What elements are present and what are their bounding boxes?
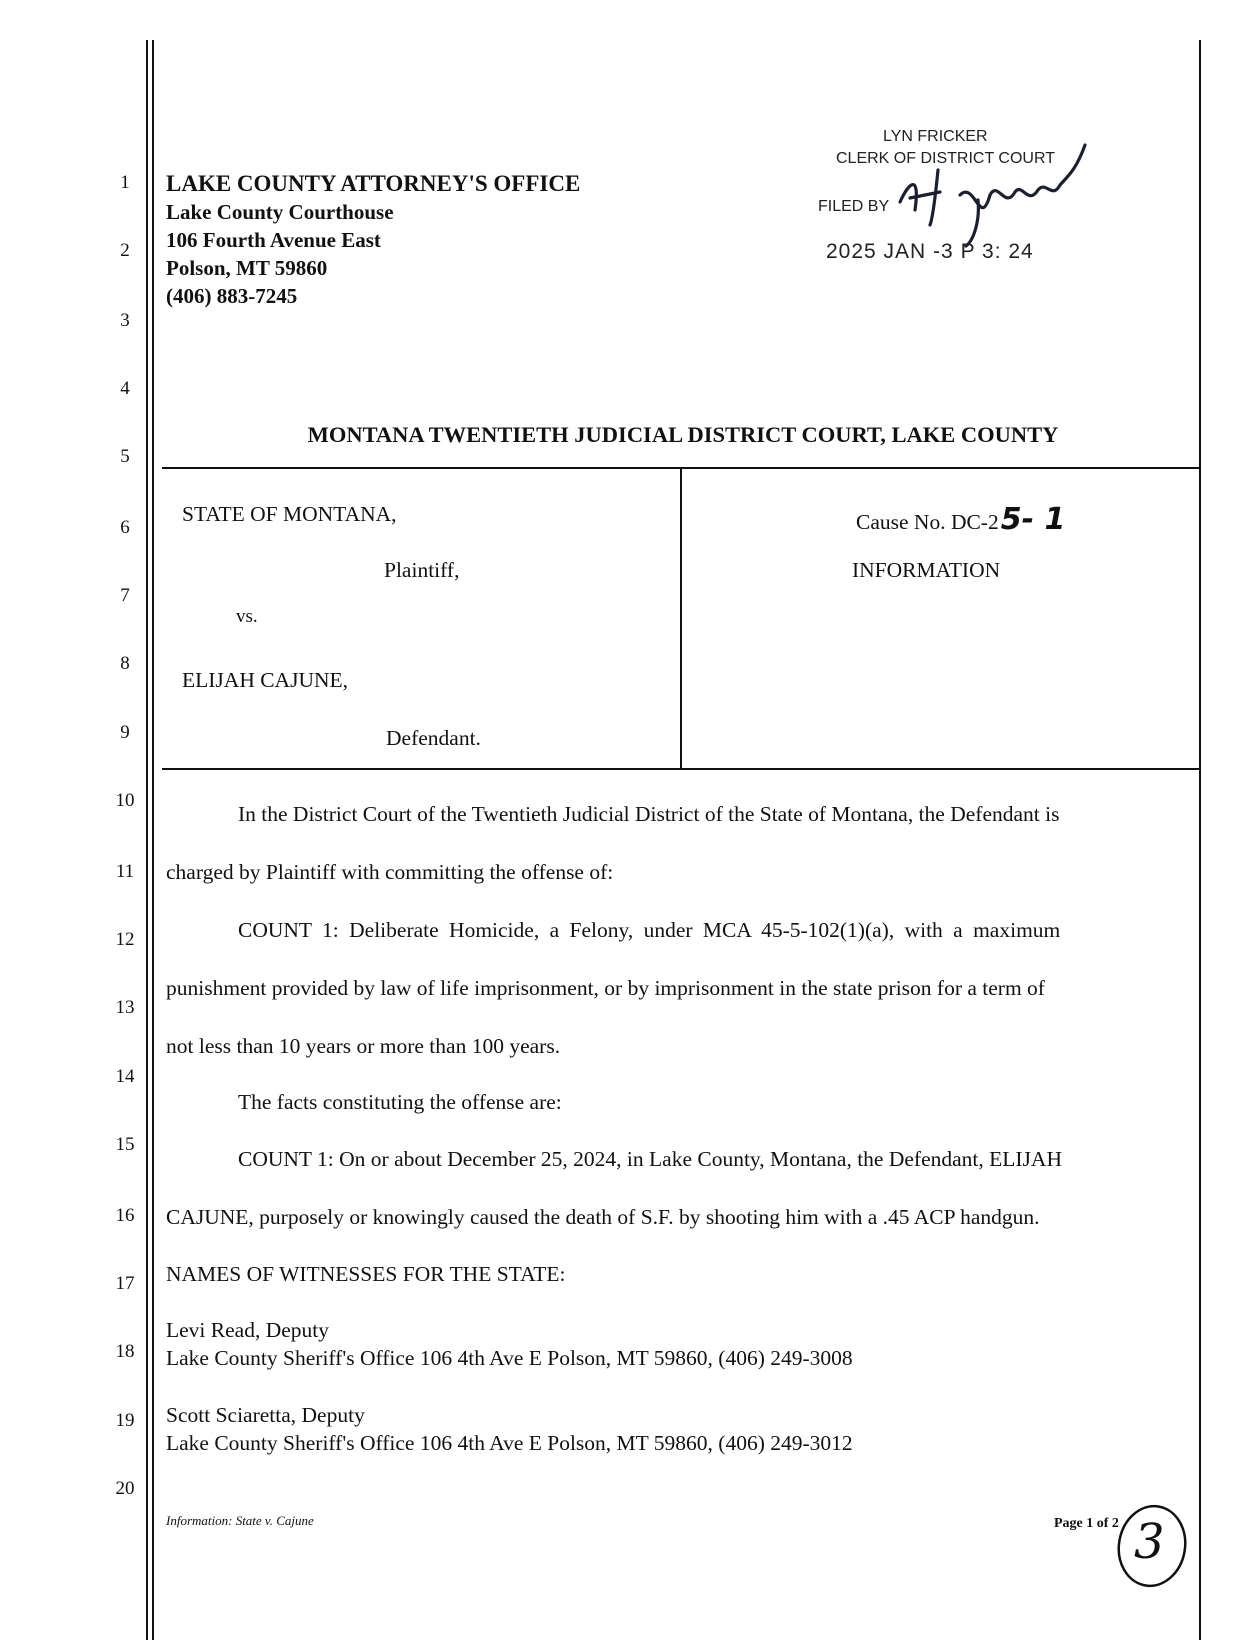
- stamp-clerk-name: LYN FRICKER: [883, 128, 988, 145]
- line-number: 13: [115, 997, 135, 1018]
- count1-line2: punishment provided by law of life imprisonment, or by imprisonment in the state prison for a term of: [166, 976, 1045, 1000]
- office-street: 106 Fourth Avenue East: [166, 228, 381, 252]
- line-number: 14: [115, 1066, 135, 1087]
- line-number: 9: [120, 722, 130, 743]
- document-type: INFORMATION: [852, 558, 1001, 582]
- line-number: 18: [115, 1341, 135, 1362]
- line-number: 5: [120, 446, 130, 467]
- witness-1-name: Levi Read, Deputy: [166, 1318, 329, 1342]
- caption-divider: [680, 467, 682, 769]
- para1-line1: In the District Court of the Twentieth Judicial District of the State of Montana, the Defendant is: [238, 802, 1060, 826]
- witness-2-address: Lake County Sheriff's Office 106 4th Ave E Polson, MT 59860, (406) 249-3012: [166, 1431, 853, 1455]
- count1-line1: COUNT 1: Deliberate Homicide, a Felony, under MCA 45-5-102(1)(a), with a maximum: [238, 918, 1061, 942]
- line-number: 16: [115, 1205, 135, 1226]
- office-city: Polson, MT 59860: [166, 256, 328, 280]
- cause-number-printed: Cause No. DC-2: [856, 510, 999, 534]
- circled-number: 3: [1134, 1514, 1165, 1570]
- line-number: 7: [120, 585, 130, 606]
- line-number: 10: [115, 790, 135, 811]
- stamp-date-time: 2025 JAN -3 P 3: 24: [826, 240, 1034, 263]
- versus-label: vs.: [236, 606, 258, 627]
- witness-2-name: Scott Sciaretta, Deputy: [166, 1403, 365, 1427]
- line-number: 3: [120, 310, 130, 331]
- right-margin-rule: [1199, 40, 1201, 1640]
- footer-page-number: Page 1 of 2: [1054, 1516, 1119, 1531]
- facts-intro: The facts constituting the offense are:: [238, 1090, 562, 1114]
- office-building: Lake County Courthouse: [166, 200, 394, 224]
- line-number: 8: [120, 653, 130, 674]
- left-margin-rule-inner: [152, 40, 154, 1640]
- office-header: [166, 170, 580, 310]
- stamp-filed-by: FILED BY: [818, 198, 890, 215]
- footer-doc-title: Information: State v. Cajune: [166, 1513, 314, 1528]
- line-number: 11: [115, 861, 135, 882]
- cause-number: [856, 502, 1065, 537]
- facts-line1: COUNT 1: On or about December 25, 2024, in Lake County, Montana, the Defendant, ELIJAH: [238, 1147, 1062, 1171]
- line-number: 20: [115, 1478, 135, 1499]
- left-margin-rule-outer: [146, 40, 148, 1640]
- witness-1-address: Lake County Sheriff's Office 106 4th Ave E Polson, MT 59860, (406) 249-3008: [166, 1346, 853, 1370]
- cause-number-handwritten: 5- 1: [1000, 502, 1066, 537]
- court-title: MONTANA TWENTIETH JUDICIAL DISTRICT COURT, LAKE COUNTY: [307, 422, 1059, 447]
- stamp-clerk-title: CLERK OF DISTRICT COURT: [836, 150, 1055, 167]
- count1-line3: not less than 10 years or more than 100 years.: [166, 1034, 561, 1058]
- plaintiff-label: Plaintiff,: [384, 558, 460, 582]
- witness-heading: NAMES OF WITNESSES FOR THE STATE:: [166, 1262, 566, 1286]
- line-number: 17: [115, 1273, 135, 1294]
- defendant-label: Defendant.: [386, 726, 481, 750]
- defendant-name: ELIJAH CAJUNE,: [182, 668, 349, 692]
- facts-line2: CAJUNE, purposely or knowingly caused the death of S.F. by shooting him with a .45 ACP handgun.: [166, 1205, 1040, 1229]
- office-name: LAKE COUNTY ATTORNEY'S OFFICE: [166, 171, 581, 196]
- line-number: 6: [120, 517, 130, 538]
- line-number: 15: [115, 1134, 135, 1155]
- plaintiff-name: STATE OF MONTANA,: [182, 502, 397, 526]
- clerk-signature-icon: [880, 140, 1110, 250]
- office-phone: (406) 883-7245: [166, 284, 298, 308]
- line-number: 19: [115, 1410, 135, 1431]
- circled-page-mark: [1110, 1500, 1190, 1590]
- line-number: 4: [120, 378, 130, 399]
- line-number: 12: [115, 929, 135, 950]
- para1-line2: charged by Plaintiff with committing the offense of:: [166, 860, 614, 884]
- line-number: 2: [120, 240, 130, 261]
- line-number: 1: [120, 172, 130, 193]
